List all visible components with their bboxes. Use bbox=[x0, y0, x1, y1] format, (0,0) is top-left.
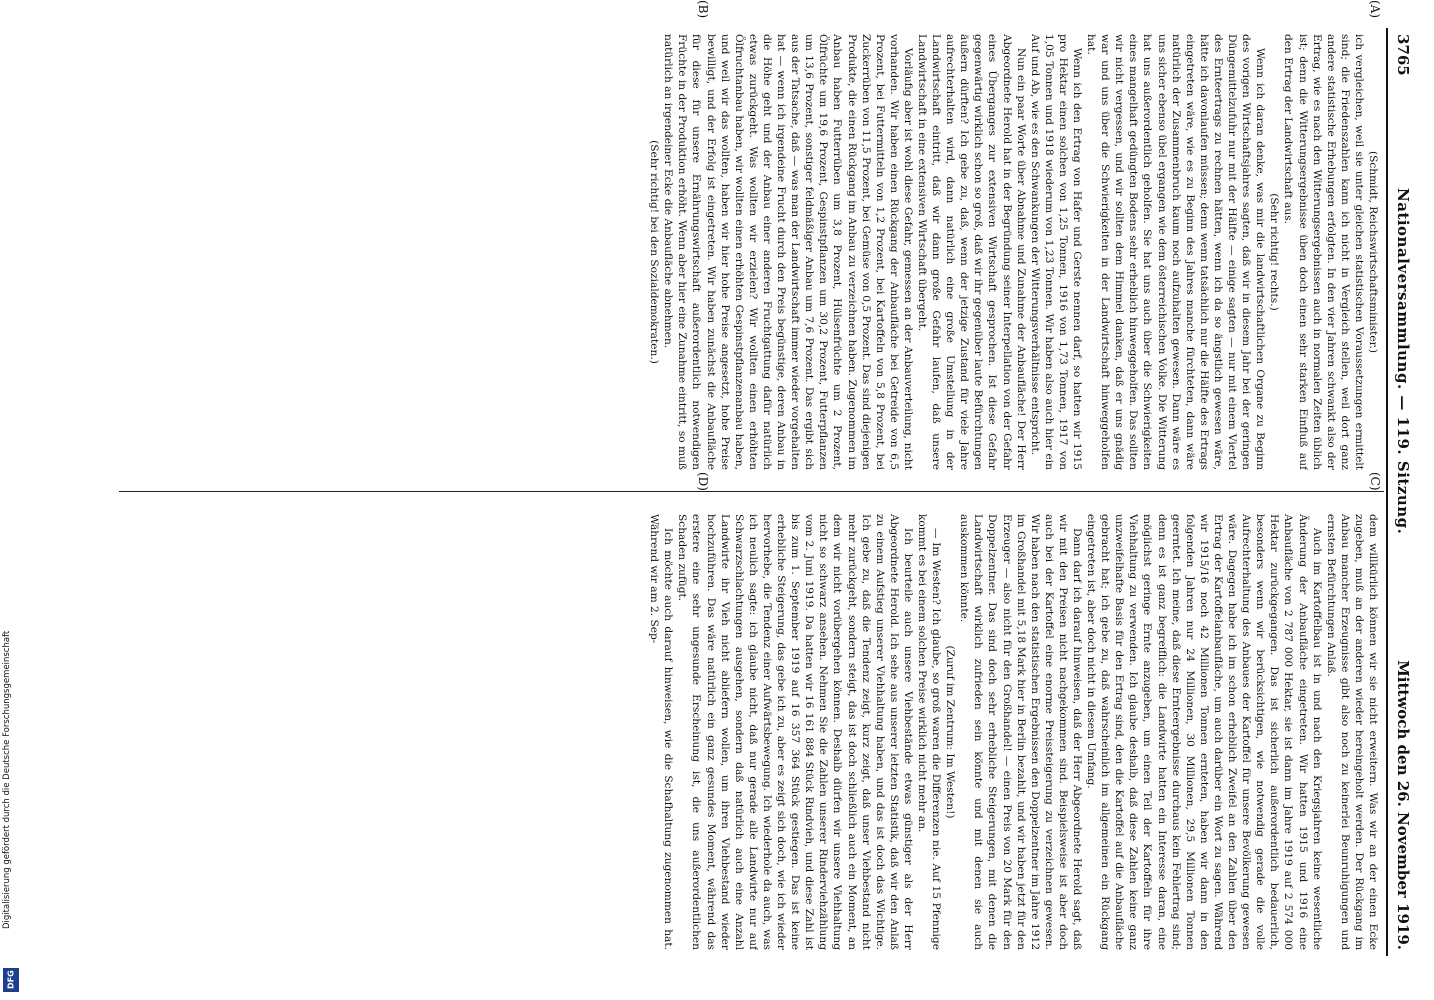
margin-marker-b: (B) bbox=[696, 0, 710, 19]
page-number: 3765 bbox=[1394, 34, 1412, 76]
paragraph: Wenn ich den Ertrag von Hafer und Gerste nennen darf, so hatten wir 1915 pro Hektar einen solchen von 1,25 Tonnen, 1916 von 1,73 Tonnen, 1917 von 1,05 Tonnen und 1918 wiederum von 1,23 Tonnen. Wir haben also auch hier ein Auf und Ab, wie es den Schwankungen der Witterungsverhältnisse entspricht. bbox=[1028, 34, 1084, 470]
margin-marker-c: (C) bbox=[1368, 472, 1382, 491]
paragraph: ich vergleichen, weil sie unter gleichen statistischen Voraussetzungen ermittelt sind; die Friedenszahlen kann ich nicht in Vergleich stellen, weil dort ganz andere statistische Erhebungen erfolgten. In den vier Jahren schwankt also der Ertrag, wie es nach den Witterungsergebnissen auch in normalen Zeiten üblich ist; denn die Witterungsergebnisse üben doch einen sehr starken Einfluß auf den Ertrag der Landwirtschaft aus. bbox=[1282, 34, 1365, 470]
right-text-column bbox=[120, 514, 1380, 950]
rotated-newspaper-page bbox=[106, 0, 1416, 956]
interjection: (Zuruf im Zentrum: Im Westen!) bbox=[944, 645, 957, 819]
margin-marker-d: (D) bbox=[696, 472, 710, 491]
scanned-page bbox=[58, 0, 1418, 978]
paragraph: dem willkürlich können wir sie nicht erweitern. Was wir an der einen Ecke zugeben, muß an der anderen wieder hereingeholt werden. Der Rückgang im Anbau mancher Erzeugnisse gibt also noch zu keinerlei Beunruhigungen und ernsten Befürchtungen Anlaß. bbox=[1324, 514, 1379, 950]
interjection: (Sehr richtig! rechts.) bbox=[1268, 193, 1281, 311]
header-rule bbox=[1386, 28, 1388, 956]
paragraph: Dann darf ich darauf hinweisen, daß der Herr Abgeordnete Herold sagt, daß wir mit den Preisen nicht nachgekommen sind. Beispielsweise ist aber doch auch bei der Kartoffel eine enorme Preissteigerung zu verzeichnen gewesen. Wir haben nach den statistischen Ergebnissen den Doppelzentner im Jahre 1912 im Großhandel mit 5,18 Mark hier in Berlin bezahlt, und wir haben jetzt für den Erzeuger — also nicht für den Großhandel! — einen Preis von 20 Mark für den Doppelzentner. Das sind doch sehr erhebliche Steigerungen, mit denen die Landwirtschaft wirklich zufrieden sein könnte und mit denen sie auch auskommen könnte. bbox=[958, 514, 1084, 950]
paragraph: Ich möchte auch darauf hinweisen, wie die Schafhaltung zugenommen hat. Während wir am 2. Sep- bbox=[648, 514, 675, 950]
speaker-line: (Schmidt, Reichswirtschaftsminister.) bbox=[1367, 150, 1379, 354]
dfg-logo: DFG bbox=[3, 968, 19, 992]
margin-marker-a: (A) bbox=[1368, 0, 1382, 19]
paragraph: Wenn ich daran denke, was mir die landwirtschaftlichen Organe zu Beginn des vorigen Wirtschaftsjahres sagten, daß wir in diesem Jahr bei der geringen Düngemittelzufuhr nur mit der Hälfte — einige sagten — nur mit einem Viertel des Ernteertrags zu rechnen hätten, wenn ich da so ängstlich gewesen wäre, hätte ich davonlaufen müssen; denn wenn tatsächlich nur die Hälfte des Ertrags eingetreten wäre, wie es zu Beginn des Jahres manche fürchteten, dann wäre natürlich der Zusammenbruch kaum noch aufzuhalten gewesen. Dann wäre es uns sicher ebenso übel ergangen wie dem österreichischen Volke. Die Witterung hat uns außerordentlich geholfen. Sie hat uns auch über die Schwierigkeiten eines mangelhaft gedüngten Bodens sehr erheblich hinweggeholfen. Das sollten wir nicht vergessen, und wir sollten dem Himmel danken, daß er uns gnädig war und uns über die Schwierigkeiten in der Landwirtschaft hinweggeholfen hat. bbox=[1085, 34, 1267, 470]
session-date: Mittwoch den 26. November 1919. bbox=[1394, 660, 1412, 950]
paragraph: — Im Westen? Ich glaube, so groß waren die Differenzen nie. Auf 15 Pfennige kommt es bei einem solchen Preise wirklich nicht mehr an. bbox=[916, 514, 943, 950]
session-title: Nationalversammlung. — 119. Sitzung. bbox=[1394, 188, 1412, 535]
paragraph: Auch im Kartoffelbau ist in und nach den Kriegsjahren keine wesentliche Änderung der Anbaufläche eingetreten. Wir hatten 1915 und 1916 eine Anbaufläche von 2 787 000 Hektar, sie ist dann im Jahre 1919 auf 2 574 000 Hektar zurückgegangen. Das ist sicherlich außerordentlich bedauerlich, besonders wenn wir berücksichtigen, wie notwendig gerade die volle Aufrechterhaltung des Anbaues der Kartoffel für unsere Bevölkerung gewesen wäre. Dagegen habe ich im schon erheblich Zweifel an den Zahlen über den Ertrag der Kartoffelanbaufläche, um auch darüber ein Wort zu sagen. Während wir 1915/16 noch 42 Millionen Tonnen ernteten, haben wir dann in den folgenden Jahren nur 24 Millionen, 30 Millionen, 29,5 Millionen Tonnen geerntet. Ich meine, daß diese Ernteergebnisse durchaus kein Fehlertrag sind; denn es ist ganz begreiflich: die Landwirte hatten ein Interesse daran, eine möglichst geringe Ernte anzugeben, um einen Teil der Kartoffeln für ihre Viehhaltung zu verwenden. Ich glaube deshalb, daß diese Zahlen keine ganz unzweifelhafte Basis für den Ertrag sind, den die Kartoffel auf die Anbaufläche gebracht hat; ich gebe zu, daß wahrscheinlich im allgemeinen ein Rückgang eingetreten ist, aber doch nicht in diesem Umfang. bbox=[1085, 514, 1323, 950]
page-header bbox=[1388, 28, 1416, 956]
paragraph: Vorläufig aber ist wohl diese Gefahr, gemessen an der Anbauverteilung, nicht vorhanden. Wir haben einen Rückgang der Anbaufläche bei Getreide von 6,5 Prozent, bei Futtermitteln von 1,2 Prozent, bei Kartoffeln von 5,8 Prozent, bei Zuckerrüben von 11,5 Prozent, bei Gemüse von 0,5 Prozent. Das sind diejenigen Produkte, die einen Rückgang im Anbau zu verzeichnen haben. Zugenommen im Anbau haben Futterrüben um 3,8 Prozent, Hülsenfrüchte um 2 Prozent, Ölfrüchte um 19,6 Prozent, Gespinstpflanzen um 30,2 Prozent, Futterpflanzen um 13,6 Prozent, sonstiger feldmäßiger Anbau um 7,6 Prozent. Das ergibt sich aus der Tatsache, daß — was man der Landwirtschaft immer wieder vorgehalten hat — wenn ich irgendeine Frucht durch den Preis begünstige, deren Anbau in die Höhe geht und der Anbau einer anderen Fruchtgattung dafür natürlich etwas zurückgeht. Was wollten wir erzielen? Wir wollten einen erhöhten Ölfruchtanbau haben, wir wollten einen erhöhten Gespinstpflanzenanbau haben, und weil wir das wollten, haben wir hier hohe Preise angesetzt, hohe Preise bewilligt, und der Erfolg ist eingetreten. Wir haben zunächst die Anbaufläche für diese für unsere Ernährungswirtschaft außerordentlich notwendigen Früchte in der Produktion erhöht. Wenn aber hier eine Zunahme eintritt, so muß natürlich an irgendeiner Ecke die Anbaufläche abnehmen. bbox=[662, 34, 914, 470]
left-text-column bbox=[120, 34, 1380, 470]
paragraph: Nun ein paar Worte über Abnahme und Zunahme der Anbaufläche! Der Herr Abgeordnete Herold hat in der Begründung seiner Interpellation von der Gefahr eines Überganges zur extensiven Wirtschaft gesprochen. Ist diese Gefahr gegenwärtig wirklich schon so groß, daß wir ihr gegenüber laute Befürchtungen äußern dürften? Ich gebe zu, daß, wenn der jetzige Zustand für viele Jahre aufrechterhalten wird, dann natürlich eine große Umstellung in der Landwirtschaft eintritt, daß wir dann große Gefahr laufen, daß unsere Landwirtschaft in eine extensiven Wirtschaft übergeht. bbox=[916, 34, 1027, 470]
digitization-credit: Digitalisierung gefördert durch die Deutsche Forschungsgemeinschaft bbox=[2, 630, 12, 930]
interjection: (Sehr richtig! bei den Sozialdemokraten.) bbox=[648, 140, 661, 364]
paragraph: Ich beurteile auch unsere Viehbestände etwas günstiger als der Herr Abgeordnete Herold. Ich sehe aus unserer letzten Statistik, daß wir den Anlaß zu einem Aufstieg unserer Viehhaltung haben, und das ist doch das Wichtige. Ich gebe zu, daß die Tendenz zeigt, kurz zeigt, daß unser Viehbestand nicht mehr zurückgeht, sondern steigt, das ist doch schließlich auch ein Moment, an dem wir nicht vorübergehen können. Deshalb dürfen wir unsere Viehhaltung nicht so schwarz ansehen. Nehmen Sie die Zahlen unserer Rinderviehzählung vom 2. Juni 1919. Da hatten wir 16 161 884 Stück Rindvieh, und diese Zahl ist bis zum 1. September 1919 auf 16 357 364 Stück gestiegen. Das ist keine erhebliche Steigerung, das gebe ich zu, aber es zeigt sich doch, wie ich wieder hervorhebe, die Tendenz einer Aufwärtsbewegung. Ich wiederhole da auch, was ich neulich sagte: ich glaube nicht, daß nur gerade alle Landwirte nur auf Schwarzschlachtungen ausgehen, sondern daß natürlich auch eine Anzahl Landwirte ihr Vieh nicht abliefern wollen, um ihren Viehbestand wieder hochzuführen. Das wäre natürlich ein ganz gesundes Moment, während das erstere eine sehr ungesunde Erscheinung ist, die uns außerordentlichen Schaden zufügt. bbox=[676, 514, 914, 950]
column-divider bbox=[119, 491, 1384, 492]
attribution-strip bbox=[0, 0, 24, 1000]
